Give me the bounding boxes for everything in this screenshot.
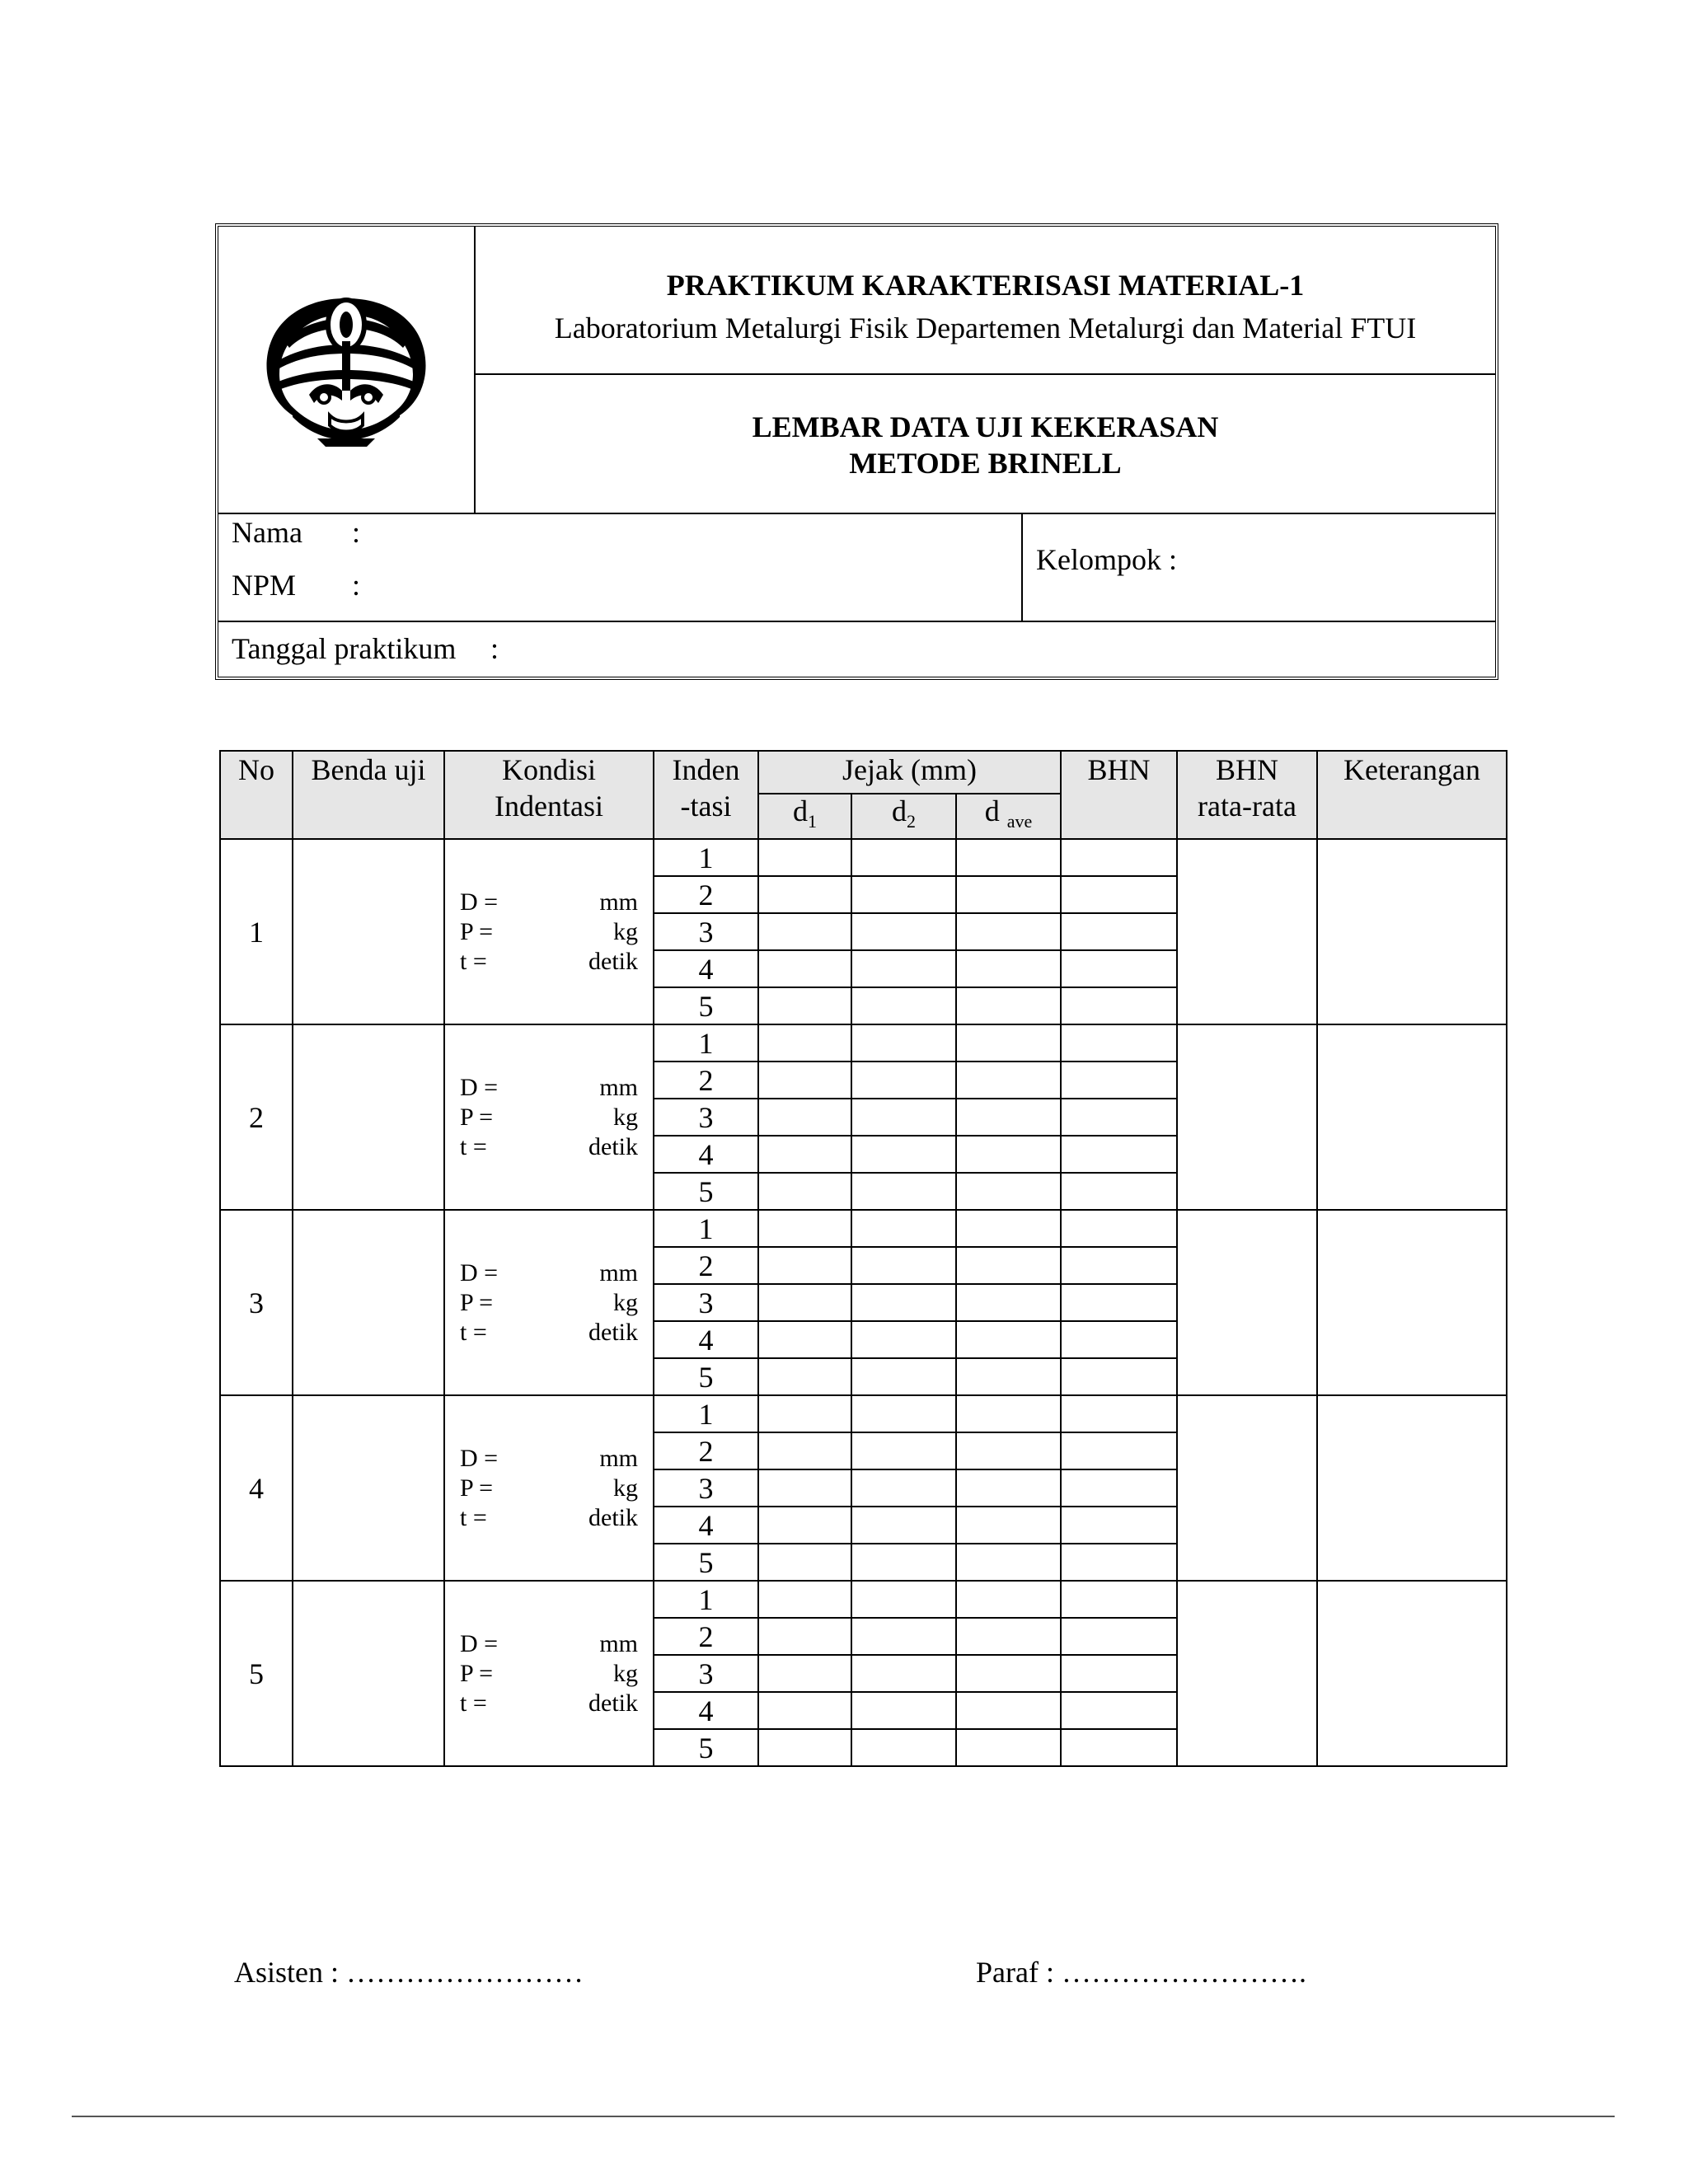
condition-diameter-row <box>460 1629 638 1659</box>
condition-time-unit: detik <box>588 1318 638 1346</box>
keterangan-cell[interactable] <box>1317 839 1507 1024</box>
d2-input-cell[interactable] <box>851 1618 956 1655</box>
condition-time-label: t = <box>460 1503 487 1531</box>
d1-input-cell[interactable] <box>758 1507 851 1544</box>
kondisi-indentasi-cell <box>444 1210 654 1395</box>
condition-diameter-unit: mm <box>599 1073 638 1101</box>
d2-input-cell[interactable] <box>851 1544 956 1581</box>
bhn-input-cell[interactable] <box>1061 1581 1177 1618</box>
table-body <box>220 839 1507 1766</box>
d2-input-cell[interactable] <box>851 1655 956 1692</box>
condition-block <box>445 888 653 977</box>
keterangan-cell[interactable] <box>1317 1395 1507 1581</box>
header-kondisi-line1: Kondisi <box>501 753 596 786</box>
page-bottom-rule <box>72 2116 1615 2117</box>
d-ave-input-cell[interactable] <box>956 1173 1061 1210</box>
condition-diameter-row <box>460 1258 638 1288</box>
paraf-signature-line: Paraf : ……………………. <box>976 1956 1306 1989</box>
header-jejak: Jejak (mm) <box>758 751 1061 794</box>
header-d1: $d_1$ <box>758 794 851 839</box>
table-row <box>220 1395 1507 1432</box>
indentation-number-cell: 4 <box>654 1136 758 1173</box>
specimen-number-cell: 2 <box>220 1024 293 1210</box>
d2-input-cell[interactable] <box>851 1024 956 1062</box>
d-ave-input-cell[interactable] <box>956 1507 1061 1544</box>
d1-input-cell[interactable] <box>758 1469 851 1507</box>
specimen-number-cell: 4 <box>220 1395 293 1581</box>
keterangan-cell[interactable] <box>1317 1024 1507 1210</box>
d2-input-cell[interactable] <box>851 1062 956 1099</box>
form-header-box <box>215 223 1498 680</box>
indentation-number-cell: 3 <box>654 1655 758 1692</box>
header-d-ave: d $_{ave}$ <box>956 794 1061 839</box>
d2-input-cell[interactable] <box>851 839 956 876</box>
indentation-number-cell: 4 <box>654 950 758 987</box>
bhn-input-cell[interactable] <box>1061 1173 1177 1210</box>
condition-time-row <box>460 1689 638 1718</box>
bhn-input-cell[interactable] <box>1061 1729 1177 1766</box>
d-ave-input-cell[interactable] <box>956 1395 1061 1432</box>
d-ave-input-cell[interactable] <box>956 1544 1061 1581</box>
d2-input-cell[interactable] <box>851 1395 956 1432</box>
keterangan-cell[interactable] <box>1317 1210 1507 1395</box>
d-ave-input-cell[interactable] <box>956 1432 1061 1469</box>
bhn-input-cell[interactable] <box>1061 913 1177 950</box>
bhn-input-cell[interactable] <box>1061 1395 1177 1432</box>
d2-input-cell[interactable] <box>851 1284 956 1321</box>
benda-uji-cell[interactable] <box>293 1024 444 1210</box>
npm-colon: : <box>352 569 361 602</box>
indentation-number-cell: 3 <box>654 1469 758 1507</box>
condition-time-unit: detik <box>588 1132 638 1160</box>
indentation-number-cell: 1 <box>654 839 758 876</box>
d1-input-cell[interactable] <box>758 1655 851 1692</box>
condition-diameter-unit: mm <box>599 1258 638 1286</box>
bhn-input-cell[interactable] <box>1061 1618 1177 1655</box>
d-ave-input-cell[interactable] <box>956 1284 1061 1321</box>
d2-input-cell[interactable] <box>851 1247 956 1284</box>
table-row <box>220 1024 1507 1062</box>
header-indentasi <box>654 751 758 839</box>
title-cell <box>476 227 1495 373</box>
header-bhn-avg-line1: BHN <box>1215 753 1278 786</box>
d-ave-input-cell[interactable] <box>956 1655 1061 1692</box>
d-ave-input-cell[interactable] <box>956 1469 1061 1507</box>
condition-time-label: t = <box>460 1318 487 1346</box>
indentation-number-cell: 5 <box>654 1173 758 1210</box>
condition-diameter-row <box>460 1444 638 1474</box>
bhn-input-cell[interactable] <box>1061 1358 1177 1395</box>
condition-time-row <box>460 1503 638 1533</box>
d-ave-input-cell[interactable] <box>956 1358 1061 1395</box>
d-ave-input-cell[interactable] <box>956 1618 1061 1655</box>
condition-load-row <box>460 917 638 947</box>
d2-input-cell[interactable] <box>851 1469 956 1507</box>
indentation-number-cell: 5 <box>654 1358 758 1395</box>
d2-input-cell[interactable] <box>851 987 956 1024</box>
condition-load-unit: kg <box>613 1103 638 1131</box>
benda-uji-cell[interactable] <box>293 839 444 1024</box>
header-indentasi-line2: -tasi <box>680 790 732 823</box>
specimen-number-cell: 3 <box>220 1210 293 1395</box>
bhn-rata-rata-cell[interactable] <box>1177 1210 1317 1395</box>
bhn-input-cell[interactable] <box>1061 1210 1177 1247</box>
d-ave-input-cell[interactable] <box>956 1024 1061 1062</box>
bhn-input-cell[interactable] <box>1061 987 1177 1024</box>
brinell-data-table <box>219 750 1507 1767</box>
d-ave-input-cell[interactable] <box>956 1062 1061 1099</box>
indentation-number-cell: 5 <box>654 1544 758 1581</box>
condition-load-label: P = <box>460 917 493 945</box>
d2-input-cell[interactable] <box>851 1173 956 1210</box>
condition-time-row <box>460 1132 638 1162</box>
d2-input-cell[interactable] <box>851 1136 956 1173</box>
header-no: No <box>220 751 293 839</box>
d-ave-input-cell[interactable] <box>956 1247 1061 1284</box>
bhn-rata-rata-cell[interactable] <box>1177 839 1317 1024</box>
d2-input-cell[interactable] <box>851 950 956 987</box>
d-ave-input-cell[interactable] <box>956 987 1061 1024</box>
header-bhn-avg-line2: rata-rata <box>1198 790 1296 823</box>
d1-input-cell[interactable] <box>758 1136 851 1173</box>
bhn-input-cell[interactable] <box>1061 1099 1177 1136</box>
header-kondisi-line2: Indentasi <box>495 790 603 823</box>
condition-time-label: t = <box>460 1132 487 1160</box>
tanggal-colon: : <box>490 632 499 665</box>
d1-input-cell[interactable] <box>758 839 851 876</box>
condition-diameter-row <box>460 1073 638 1103</box>
d2-input-cell[interactable] <box>851 1692 956 1729</box>
d1-input-cell[interactable] <box>758 1729 851 1766</box>
d-ave-input-cell[interactable] <box>956 913 1061 950</box>
d1-input-cell[interactable] <box>758 1210 851 1247</box>
header-benda-uji: Benda uji <box>293 751 444 839</box>
condition-block <box>445 1444 653 1533</box>
header-bhn-rata-rata <box>1177 751 1317 839</box>
d-ave-input-cell[interactable] <box>956 876 1061 913</box>
bhn-input-cell[interactable] <box>1061 1136 1177 1173</box>
condition-diameter-label: D = <box>460 1444 499 1472</box>
benda-uji-cell[interactable] <box>293 1210 444 1395</box>
condition-load-row <box>460 1103 638 1132</box>
condition-diameter-unit: mm <box>599 888 638 916</box>
condition-time-label: t = <box>460 1689 487 1717</box>
d1-input-cell[interactable] <box>758 1321 851 1358</box>
d1-input-cell[interactable] <box>758 1618 851 1655</box>
bhn-rata-rata-cell[interactable] <box>1177 1395 1317 1581</box>
d1-input-cell[interactable] <box>758 1173 851 1210</box>
sheet-title-cell <box>476 375 1495 513</box>
condition-time-row <box>460 947 638 977</box>
bhn-input-cell[interactable] <box>1061 950 1177 987</box>
condition-diameter-unit: mm <box>599 1444 638 1472</box>
d1-input-cell[interactable] <box>758 987 851 1024</box>
indentation-number-cell: 2 <box>654 1432 758 1469</box>
d2-input-cell[interactable] <box>851 1432 956 1469</box>
condition-load-label: P = <box>460 1103 493 1131</box>
d-ave-input-cell[interactable] <box>956 1581 1061 1618</box>
d2-input-cell[interactable] <box>851 1581 956 1618</box>
condition-load-label: P = <box>460 1659 493 1687</box>
condition-time-row <box>460 1318 638 1347</box>
condition-diameter-label: D = <box>460 1073 499 1101</box>
bhn-input-cell[interactable] <box>1061 1469 1177 1507</box>
d-ave-input-cell[interactable] <box>956 1099 1061 1136</box>
bhn-input-cell[interactable] <box>1061 1247 1177 1284</box>
header-kondisi <box>444 751 654 839</box>
d-ave-input-cell[interactable] <box>956 1321 1061 1358</box>
d1-input-cell[interactable] <box>758 1358 851 1395</box>
d2-input-cell[interactable] <box>851 1321 956 1358</box>
bhn-input-cell[interactable] <box>1061 839 1177 876</box>
condition-diameter-label: D = <box>460 1258 499 1286</box>
bhn-input-cell[interactable] <box>1061 1284 1177 1321</box>
indentation-number-cell: 2 <box>654 876 758 913</box>
d2-input-cell[interactable] <box>851 1099 956 1136</box>
bhn-input-cell[interactable] <box>1061 1655 1177 1692</box>
d2-input-cell[interactable] <box>851 1729 956 1766</box>
condition-load-row <box>460 1474 638 1503</box>
table-row <box>220 1581 1507 1618</box>
university-emblem-icon <box>260 292 433 448</box>
condition-load-row <box>460 1288 638 1318</box>
kondisi-indentasi-cell <box>444 1024 654 1210</box>
specimen-number-cell: 1 <box>220 839 293 1024</box>
indentation-number-cell: 4 <box>654 1507 758 1544</box>
d-ave-input-cell[interactable] <box>956 1692 1061 1729</box>
condition-load-unit: kg <box>613 1659 638 1687</box>
d1-input-cell[interactable] <box>758 1581 851 1618</box>
d-ave-input-cell[interactable] <box>956 1136 1061 1173</box>
kondisi-indentasi-cell <box>444 1395 654 1581</box>
d1-input-cell[interactable] <box>758 1247 851 1284</box>
bhn-input-cell[interactable] <box>1061 1507 1177 1544</box>
d2-input-cell[interactable] <box>851 1507 956 1544</box>
logo-cell <box>218 227 474 513</box>
header-keterangan: Keterangan <box>1317 751 1507 839</box>
indentation-number-cell: 3 <box>654 1284 758 1321</box>
condition-time-unit: detik <box>588 1689 638 1717</box>
d2-input-cell[interactable] <box>851 1210 956 1247</box>
bhn-input-cell[interactable] <box>1061 1432 1177 1469</box>
indentation-number-cell: 4 <box>654 1692 758 1729</box>
condition-load-row <box>460 1659 638 1689</box>
bhn-input-cell[interactable] <box>1061 1692 1177 1729</box>
indentation-number-cell: 1 <box>654 1395 758 1432</box>
condition-diameter-row <box>460 888 638 917</box>
condition-block <box>445 1258 653 1347</box>
condition-diameter-label: D = <box>460 1629 499 1657</box>
d-ave-input-cell[interactable] <box>956 1729 1061 1766</box>
bhn-rata-rata-cell[interactable] <box>1177 1024 1317 1210</box>
bhn-input-cell[interactable] <box>1061 1024 1177 1062</box>
bhn-input-cell[interactable] <box>1061 1062 1177 1099</box>
condition-load-unit: kg <box>613 1474 638 1502</box>
condition-time-label: t = <box>460 947 487 975</box>
d1-input-cell[interactable] <box>758 1432 851 1469</box>
condition-block <box>445 1073 653 1162</box>
page-title: PRAKTIKUM KARAKTERISASI MATERIAL-1 <box>666 269 1305 302</box>
table-row <box>220 839 1507 876</box>
indentation-number-cell: 3 <box>654 1099 758 1136</box>
indentation-number-cell: 1 <box>654 1210 758 1247</box>
indentation-number-cell: 1 <box>654 1024 758 1062</box>
d1-input-cell[interactable] <box>758 950 851 987</box>
kelompok-label: Kelompok : <box>1036 543 1177 576</box>
header-d2: $d_2$ <box>851 794 956 839</box>
header-indentasi-line1: Inden <box>672 753 740 786</box>
sheet-title-line2: METODE BRINELL <box>849 447 1122 480</box>
d1-input-cell[interactable] <box>758 1062 851 1099</box>
bhn-input-cell[interactable] <box>1061 1321 1177 1358</box>
table-row <box>220 1210 1507 1247</box>
condition-time-unit: detik <box>588 947 638 975</box>
indentation-number-cell: 2 <box>654 1618 758 1655</box>
npm-label: NPM <box>232 569 297 602</box>
d1-input-cell[interactable] <box>758 1099 851 1136</box>
benda-uji-cell[interactable] <box>293 1395 444 1581</box>
indentation-number-cell: 3 <box>654 913 758 950</box>
d2-input-cell[interactable] <box>851 876 956 913</box>
d1-input-cell[interactable] <box>758 876 851 913</box>
indentation-number-cell: 1 <box>654 1581 758 1618</box>
d1-input-cell[interactable] <box>758 913 851 950</box>
bhn-input-cell[interactable] <box>1061 876 1177 913</box>
indentation-number-cell: 4 <box>654 1321 758 1358</box>
tanggal-label: Tanggal praktikum <box>232 632 457 665</box>
nama-label: Nama <box>232 516 302 549</box>
d-ave-input-cell[interactable] <box>956 950 1061 987</box>
bhn-rata-rata-cell[interactable] <box>1177 1581 1317 1766</box>
indentation-number-cell: 2 <box>654 1247 758 1284</box>
specimen-number-cell: 5 <box>220 1581 293 1766</box>
d1-input-cell[interactable] <box>758 1284 851 1321</box>
d1-input-cell[interactable] <box>758 1544 851 1581</box>
condition-diameter-unit: mm <box>599 1629 638 1657</box>
kondisi-indentasi-cell <box>444 1581 654 1766</box>
indentation-number-cell: 5 <box>654 987 758 1024</box>
d1-input-cell[interactable] <box>758 1395 851 1432</box>
benda-uji-cell[interactable] <box>293 1581 444 1766</box>
condition-load-unit: kg <box>613 1288 638 1316</box>
asisten-signature-line: Asisten : …………………… <box>234 1956 584 1989</box>
d-ave-input-cell[interactable] <box>956 839 1061 876</box>
indentation-number-cell: 5 <box>654 1729 758 1766</box>
sheet-title-line1: LEMBAR DATA UJI KEKERASAN <box>752 410 1219 443</box>
d2-input-cell[interactable] <box>851 913 956 950</box>
d2-input-cell[interactable] <box>851 1358 956 1395</box>
condition-load-unit: kg <box>613 917 638 945</box>
lab-subtitle: Laboratorium Metalurgi Fisik Departemen Metalurgi dan Material FTUI <box>554 312 1417 344</box>
d1-input-cell[interactable] <box>758 1692 851 1729</box>
indentation-number-cell: 2 <box>654 1062 758 1099</box>
condition-load-label: P = <box>460 1474 493 1502</box>
condition-time-unit: detik <box>588 1503 638 1531</box>
bhn-input-cell[interactable] <box>1061 1544 1177 1581</box>
condition-block <box>445 1629 653 1718</box>
kondisi-indentasi-cell <box>444 839 654 1024</box>
header-bhn: BHN <box>1061 751 1177 839</box>
condition-load-label: P = <box>460 1288 493 1316</box>
condition-diameter-label: D = <box>460 888 499 916</box>
nama-colon: : <box>352 516 361 549</box>
keterangan-cell[interactable] <box>1317 1581 1507 1766</box>
d-ave-input-cell[interactable] <box>956 1210 1061 1247</box>
d1-input-cell[interactable] <box>758 1024 851 1062</box>
